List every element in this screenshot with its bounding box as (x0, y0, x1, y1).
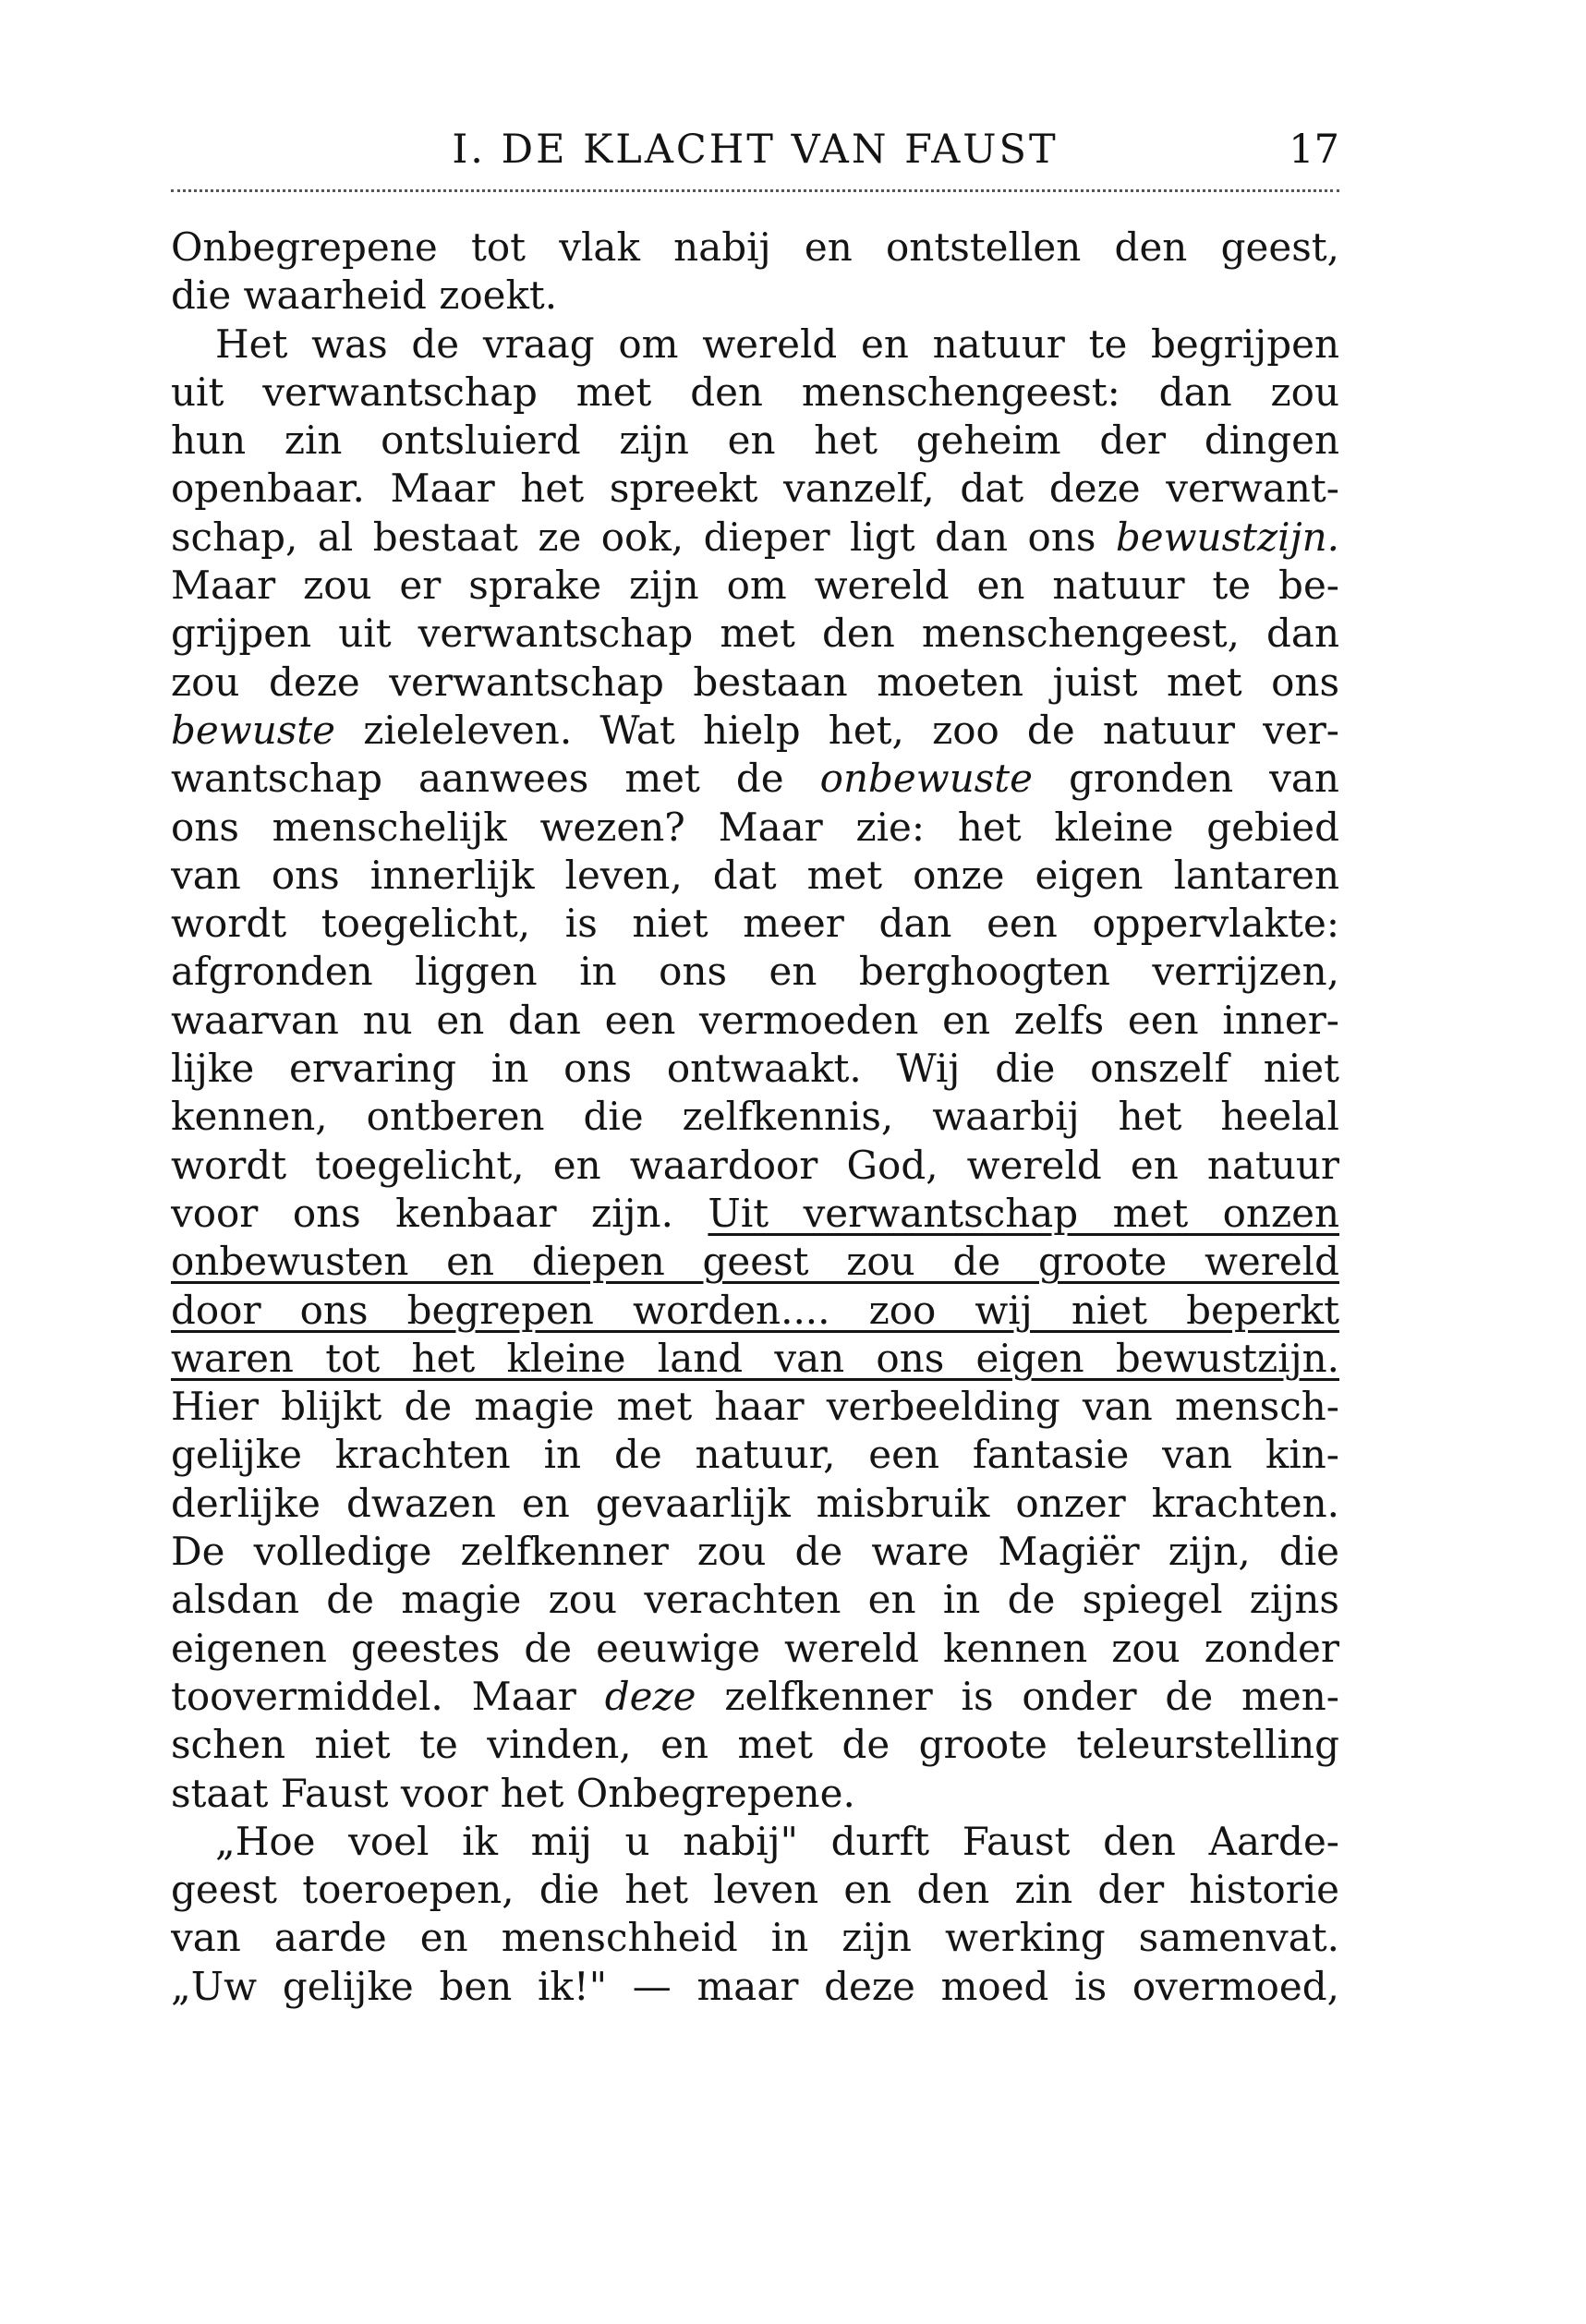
emphasis-bewustzijn: bewustzijn. (1115, 514, 1339, 560)
page-number: 17 (1289, 127, 1339, 173)
text-line-12-part-3: gronden van (1069, 756, 1339, 802)
emphasis-onbewuste: onbewuste (819, 756, 1034, 802)
text-line-32: schen niet te vinden, en met de groote teleurstelling (171, 1722, 1339, 1768)
text-line-11 (171, 707, 1339, 755)
text-line-21 (171, 1190, 1339, 1238)
text-line-29: alsdan de magie zou verachten en in de spiegel zijns (171, 1577, 1339, 1623)
text-line-26: gelijke krachten in de natuur, een fantasie van kin- (171, 1432, 1339, 1478)
text-line-22-underlined: onbewusten en diepen geest zou de groote wereld (171, 1239, 1339, 1285)
text-line-14: van ons innerlijk leven, dat met onze eigen lantaren (171, 852, 1339, 898)
emphasis-bewuste: bewuste (171, 707, 336, 753)
text-line-6: openbaar. Maar het spreekt vanzelf, dat deze verwant- (171, 466, 1339, 512)
text-line-15: wordt toegelicht, is niet meer dan een oppervlakte: (171, 901, 1339, 947)
text-line-33: staat Faust voor het Onbegrepene. (171, 1770, 855, 1816)
text-line-20: wordt toegelicht, en waardoor God, wereld en natuur (171, 1142, 1339, 1188)
text-line-17: waarvan nu en dan een vermoeden en zelfs een inner- (171, 997, 1339, 1043)
text-line-2: die waarheid zoekt. (171, 272, 558, 319)
text-line-12 (171, 755, 1339, 803)
text-line-9: grijpen uit verwantschap met den menschengeest, dan (171, 611, 1339, 657)
page-header (171, 122, 1339, 196)
text-line-19: kennen, ontberen die zelfkennis, waarbij het heelal (171, 1094, 1339, 1140)
text-line-37: „Uw gelijke ben ik!" — maar deze moed is overmoed, (171, 1963, 1339, 2009)
text-line-34: „Hoe voel ik mij u nabij" durft Faust den Aarde- (215, 1818, 1339, 1864)
underlined-passage-start: Uit verwantschap met onzen (708, 1190, 1339, 1236)
text-line-3: Het was de vraag om wereld en natuur te begrijpen (215, 321, 1339, 367)
text-line-13: ons menschelijk wezen? Maar zie: het kleine gebied (171, 804, 1339, 850)
text-line-5: hun zin ontsluierd zijn en het geheim der dingen (171, 418, 1339, 464)
text-line-21-part-1: voor ons kenbaar zijn. (171, 1190, 673, 1236)
text-line-31-part-3: zelfkenner is onder de men- (724, 1673, 1339, 1719)
text-line-4: uit verwantschap met den menschengeest: dan zou (171, 369, 1339, 415)
emphasis-deze: deze (604, 1673, 696, 1719)
text-line-1: Onbegrepene tot vlak nabij en ontstellen den geest, (171, 224, 1339, 270)
text-line-8: Maar zou er sprake zijn om wereld en natuur te be- (171, 563, 1339, 609)
text-line-12-part-1: wantschap aanwees met de (171, 756, 784, 802)
body-text (171, 224, 1339, 2011)
text-line-31 (171, 1673, 1339, 1721)
text-line-30: eigenen geestes de eeuwige wereld kennen zou zonder (171, 1625, 1339, 1671)
text-line-10: zou deze verwantschap bestaan moeten juist met ons (171, 659, 1339, 705)
text-line-24-underlined: waren tot het kleine land van ons eigen bewustzijn. (171, 1335, 1339, 1381)
text-line-18: lijke ervaring in ons ontwaakt. Wij die onszelf niet (171, 1046, 1339, 1092)
text-line-35: geest toeroepen, die het leven en den zin der historie (171, 1867, 1339, 1913)
text-line-36: van aarde en menschheid in zijn werking samenvat. (171, 1915, 1339, 1961)
text-line-31-part-1: toovermiddel. Maar (171, 1673, 576, 1719)
text-line-23-underlined: door ons begrepen worden.... zoo wij niet beperkt (171, 1287, 1339, 1333)
running-title: I. DE KLACHT VAN FAUST (452, 127, 1059, 173)
text-line-27: derlijke dwazen en gevaarlijk misbruik onzer krachten. (171, 1480, 1339, 1526)
text-line-7 (171, 514, 1339, 562)
text-line-11-part-2: zieleleven. Wat hielp het, zoo de natuur ver- (363, 707, 1339, 753)
text-line-16: afgronden liggen in ons en berghoogten verrijzen, (171, 949, 1339, 995)
text-line-25: Hier blijkt de magie met haar verbeelding van mensch- (171, 1384, 1339, 1430)
header-dotted-rule (171, 189, 1339, 192)
text-line-28: De volledige zelfkenner zou de ware Magiër zijn, die (171, 1529, 1339, 1575)
text-line-7-part-1: schap, al bestaat ze ook, dieper ligt dan ons (171, 514, 1096, 560)
